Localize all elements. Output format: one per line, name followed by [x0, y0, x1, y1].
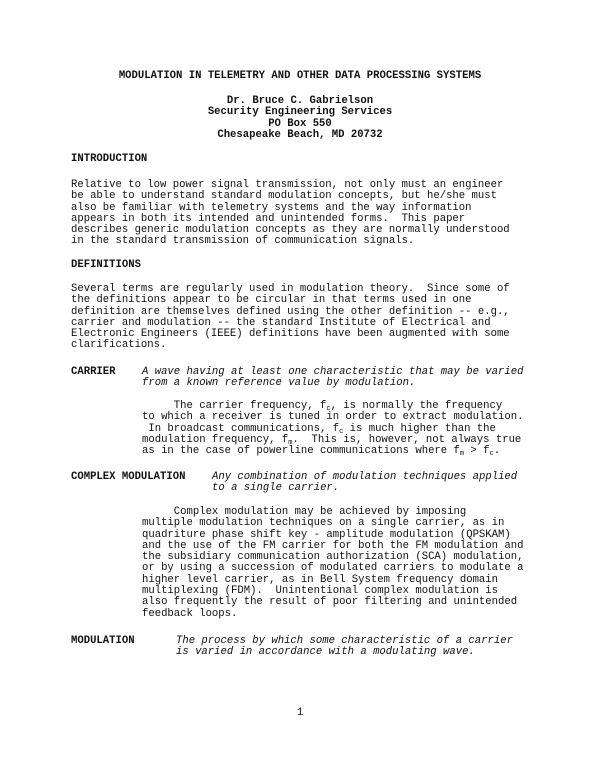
- paragraph-line: modulation frequency, $f_m$. This is, however, not always true: [142, 433, 522, 447]
- definition-line: The process by which some characteristic of a carrier: [176, 635, 513, 647]
- paragraph-line: carrier and modulation -- the standard Institute of Electrical and: [71, 316, 491, 329]
- paragraph-line: in the standard transmission of communication signals.: [71, 235, 415, 248]
- definitions-paragraph: [71, 284, 531, 352]
- paragraph-line: Several terms are regularly used in modulation theory. Since some of: [71, 283, 510, 295]
- paragraph-line: also frequently the result of poor filtering and unintended: [142, 596, 518, 609]
- paragraph-line: appears in both its intended and unintended forms. This paper: [71, 212, 466, 225]
- paragraph-line: as in the case of powerline communications where $f_m > f_c$.: [142, 445, 501, 459]
- paragraph-line: Relative to low power signal transmission, not only must an engineer: [71, 179, 504, 191]
- paragraph-line: Complex modulation may be achieved by imposing: [142, 506, 467, 518]
- paragraph-line: the subsidiary communication authorization (SCA) modulation,: [142, 551, 524, 564]
- author-organization: Security Engineering Services: [207, 106, 393, 119]
- complex-modulation-term: COMPLEX MODULATION: [71, 471, 186, 483]
- paragraph-line: the definitions appear to be circular in that terms used in one: [71, 294, 472, 307]
- paragraph-line: also be familiar with telemetry systems and the way information: [71, 201, 472, 214]
- paragraph-line: Electronic Engineers (IEEE) definitions have been augmented with some: [71, 328, 510, 341]
- paragraph-line: feedback loops.: [142, 607, 238, 620]
- definitions-heading: DEFINITIONS: [71, 259, 141, 271]
- complex-modulation-explanation: [142, 507, 523, 620]
- modulation-term: MODULATION: [71, 635, 135, 647]
- definition-line: to a single carrier.: [212, 482, 340, 495]
- document-title: MODULATION IN TELEMETRY AND OTHER DATA PROCESSING SYSTEMS: [118, 70, 482, 82]
- paragraph-line: or by using a succession of modulated carriers to modulate a: [142, 562, 524, 575]
- introduction-paragraph: [71, 180, 531, 248]
- paragraph-line: and the use of the FM carrier for both the FM modulation and: [142, 539, 524, 552]
- paragraph-line: higher level carrier, as in Bell System frequency domain: [142, 573, 499, 586]
- definition-line: is varied in accordance with a modulating wave.: [176, 646, 475, 659]
- paragraph-line: The carrier frequency, $f_c$, is normally the frequency: [142, 400, 503, 413]
- definition-line: from a known reference value by modulation.: [142, 377, 416, 390]
- paragraph-line: clarifications.: [71, 339, 167, 352]
- paragraph-line: In broadcast communications, $f_c$ is much higher than the: [142, 422, 496, 436]
- carrier-explanation: [142, 401, 523, 457]
- modulation-definition: [176, 636, 513, 659]
- introduction-heading: INTRODUCTION: [71, 153, 148, 165]
- author-po-box: PO Box 550: [268, 117, 332, 130]
- paragraph-line: multiple modulation techniques on a single carrier, as in: [142, 517, 505, 530]
- carrier-definition: [142, 367, 523, 390]
- author-city: Chesapeake Beach, MD 20732: [217, 128, 383, 141]
- definition-line: A wave having at least one characteristic that may be varied: [142, 366, 524, 378]
- paragraph-line: quadriture phase shift key - amplitude modulation (QPSKAM): [142, 528, 511, 541]
- paragraph-line: definition are themselves defined using the other definition -- e.g.,: [71, 305, 510, 318]
- paragraph-line: multiplexing (FDM). Unintentional complex modulation is: [142, 585, 499, 598]
- author-name: Dr. Bruce C. Gabrielson: [226, 95, 374, 107]
- paragraph-line: be able to understand standard modulation concepts, but he/she must: [71, 190, 497, 203]
- author-block: [0, 96, 600, 141]
- complex-modulation-definition: [212, 472, 517, 495]
- paragraph-line: describes generic modulation concepts as they are normally understood: [71, 224, 510, 237]
- carrier-term: CARRIER: [71, 366, 116, 378]
- definition-line: Any combination of modulation techniques applied: [212, 471, 518, 483]
- paragraph-line: to which a receiver is tuned in order to extract modulation.: [142, 411, 524, 424]
- page-number: 1: [296, 707, 304, 719]
